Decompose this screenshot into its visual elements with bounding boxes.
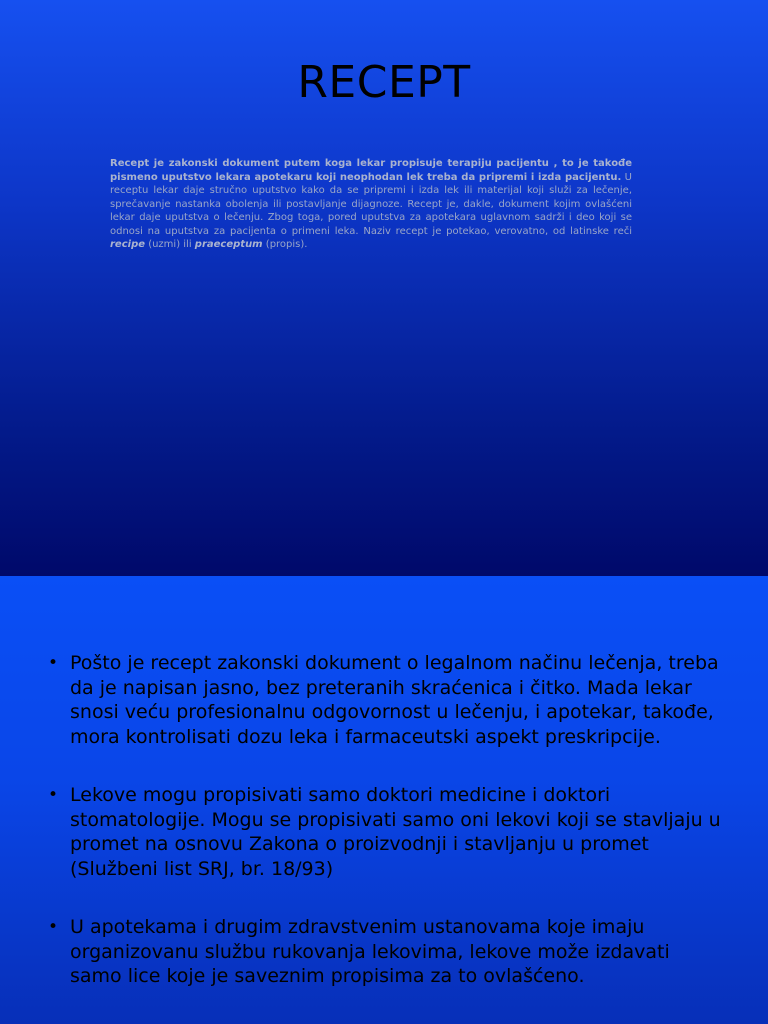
- bullet-text: U apotekama i drugim zdravstvenim ustanovama koje imaju organizovanu službu rukovanja lekovima, lekove može izdavati samo lice koje je saveznim propisima za to ovlašćeno.: [70, 916, 670, 987]
- bullet-dot-icon: •: [48, 653, 59, 673]
- bullet-item: [48, 915, 722, 989]
- intro-bold-lead: Recept je zakonski dokument putem koga lekar propisuje terapiju pacijentu , to je takođe pismeno uputstvo lekara apotekaru koji neophodan lek treba da pripremi i izda pacijentu.: [110, 158, 632, 183]
- bullet-list: [0, 651, 768, 989]
- bullet-item: [48, 783, 722, 881]
- slide-title: RECEPT: [297, 57, 471, 108]
- latin-term-praeceptum: praeceptum: [194, 239, 263, 250]
- latin-term-recipe: recipe: [110, 239, 146, 250]
- intro-body: U receptu lekar daje stručno uputstvo kako da se pripremi i izda lek ili materijal koji služi za lečenje, sprečavanje nastanka obolenja ili postavljanje dijagnoze. Recept je, dakle, dokument kojim ovlašćeni lekar daje uputstva o lečenju. Zbog toga, pored uputstva za apotekara uglavnom sadrži i deo koji se odnosi na uputstva za pacijenta o primeni leka. Naziv recept je potekao, verovatno, od latinske reči: [110, 171, 633, 237]
- intro-mid: (uzmi) ili: [145, 239, 195, 250]
- intro-end: (propis).: [262, 239, 308, 250]
- bullet-text: Pošto je recept zakonski dokument o legalnom načinu lečenja, treba da je napisan jasno, bez preteranih skraćenica i čitko. Mada lekar snosi veću profesionalnu odgovornost u lečenju, i apotekar, takođe, mora kontrolisati dozu leka i farmaceutski aspekt preskripcije.: [70, 652, 719, 748]
- bullet-item: [48, 651, 722, 749]
- bullet-text: Lekove mogu propisivati samo doktori medicine i doktori stomatologije. Mogu se propisivati samo oni lekovi koji se stavljaju u promet na osnovu Zakona o proizvodnji i stavljanju u promet (Službeni list SRJ, br. 18/93): [70, 784, 721, 880]
- slide-2: [0, 576, 768, 1024]
- bullet-dot-icon: •: [48, 917, 59, 937]
- bullet-dot-icon: •: [48, 785, 59, 805]
- intro-paragraph: [110, 157, 632, 252]
